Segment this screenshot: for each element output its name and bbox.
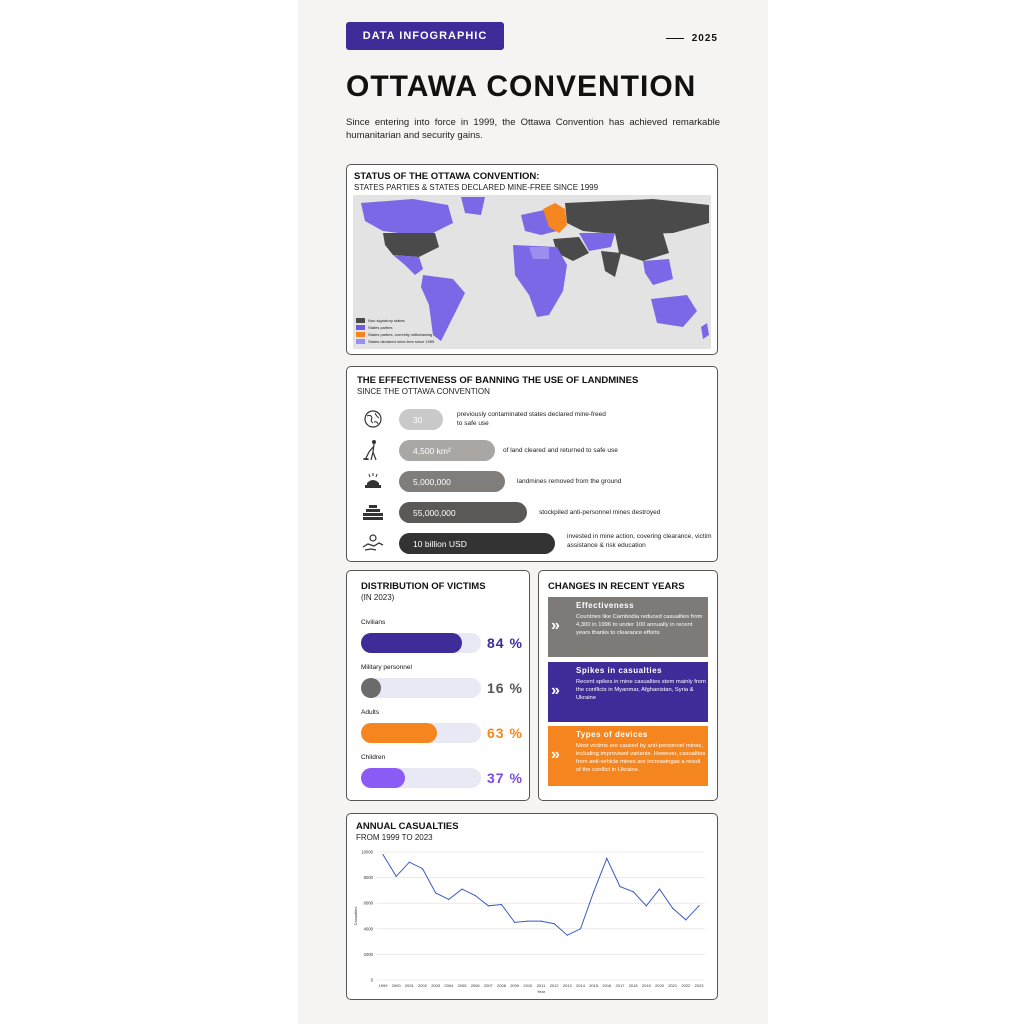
x-tick-label: 2016 [602, 983, 612, 988]
x-tick-label: 2006 [470, 983, 480, 988]
landmine-icon [361, 469, 385, 493]
legend-swatch [356, 318, 365, 323]
legend-swatch [356, 332, 365, 337]
change-heading: Spikes in casualties [576, 666, 663, 675]
data-point [475, 895, 476, 896]
x-tick-label: 2001 [404, 983, 414, 988]
data-point [593, 891, 594, 892]
legend-label: States parties, currently withdrawing [368, 332, 433, 337]
distribution-percent: 63 % [487, 725, 523, 741]
distribution-subtitle: (IN 2023) [361, 593, 395, 602]
data-point [619, 886, 620, 887]
intro-text: Since entering into force in 1999, the Ottawa Convention has achieved remarkable humanitarian and security gains. [346, 117, 720, 141]
distribution-bar [361, 723, 437, 743]
x-tick-label: 2009 [510, 983, 520, 988]
data-point [527, 921, 528, 922]
effectiveness-value: 55,000,000 [399, 502, 527, 523]
x-tick-label: 2007 [483, 983, 493, 988]
world-map [353, 195, 711, 349]
globe-icon [361, 407, 385, 431]
data-point [567, 935, 568, 936]
distribution-bar [361, 768, 405, 788]
legend-item [356, 317, 434, 324]
legend-label: Non-signatory states [368, 318, 405, 323]
x-tick-label: 2010 [523, 983, 533, 988]
chart-subtitle: FROM 1999 TO 2023 [356, 833, 433, 842]
data-point [580, 928, 581, 929]
annual-casualties-card [346, 813, 718, 1000]
change-box-devices [548, 726, 708, 786]
year-label [666, 33, 718, 44]
data-point [633, 891, 634, 892]
x-tick-label: 2020 [655, 983, 664, 988]
data-point [409, 862, 410, 863]
data-point [422, 868, 423, 869]
data-point [461, 889, 462, 890]
map-title: STATUS OF THE OTTAWA CONVENTION: [354, 171, 540, 182]
changes-title: CHANGES IN RECENT YEARS [548, 581, 685, 592]
effectiveness-title: THE EFFECTIVENESS OF BANNING THE USE OF LANDMINES [357, 375, 639, 386]
data-point [488, 905, 489, 906]
dash-divider [666, 38, 684, 39]
map-legend [356, 317, 434, 345]
effectiveness-value: 4,500 km² [399, 440, 495, 461]
effectiveness-value: 30 [399, 409, 443, 430]
distribution-item [361, 709, 531, 753]
data-point [554, 923, 555, 924]
distribution-label: Military personnel [361, 664, 412, 671]
data-point [672, 908, 673, 909]
x-axis-label: Year [536, 989, 546, 994]
distribution-track [361, 633, 481, 653]
effectiveness-desc: previously contaminated states declared mine-freed to safe use [457, 411, 606, 427]
data-point [514, 922, 515, 923]
x-tick-label: 2015 [589, 983, 599, 988]
change-box-effectiveness [548, 597, 708, 657]
y-tick-label: 2000 [363, 951, 373, 957]
data-point [448, 899, 449, 900]
distribution-bar [361, 633, 462, 653]
legend-label: States parties [368, 325, 393, 330]
distribution-card [346, 570, 530, 801]
y-tick-label: 10000 [361, 849, 373, 855]
x-tick-label: 2002 [418, 983, 427, 988]
x-tick-label: 2022 [681, 983, 691, 988]
legend-swatch [356, 339, 365, 344]
change-text: Countries like Cambodia reduced casualties from 4,300 in 1996 to under 100 annually in recent years thanks to clearance efforts [576, 614, 703, 636]
data-point [698, 905, 699, 906]
map-card [346, 164, 718, 355]
x-tick-label: 2018 [628, 983, 638, 988]
effectiveness-row [347, 469, 719, 493]
effectiveness-row [347, 500, 719, 524]
distribution-item [361, 664, 531, 708]
double-chevron-icon: » [551, 682, 560, 699]
x-tick-label: 2013 [562, 983, 572, 988]
distribution-percent: 84 % [487, 635, 523, 651]
y-tick-label: 4000 [363, 926, 373, 932]
annual-casualties-chart [347, 814, 719, 1001]
distribution-bar [361, 678, 381, 698]
distribution-item [361, 619, 531, 663]
stockpile-icon [361, 500, 385, 524]
distribution-title: DISTRIBUTION OF VICTIMS [361, 581, 486, 592]
effectiveness-desc: invested in mine action, covering clearance, victim assistance & risk education [567, 533, 712, 549]
x-tick-label: 2014 [576, 983, 585, 988]
changes-card [538, 570, 718, 801]
x-tick-label: 2023 [694, 983, 704, 988]
effectiveness-row [347, 407, 719, 431]
x-tick-label: 2011 [536, 983, 546, 988]
effectiveness-card [346, 366, 718, 562]
x-tick-label: 2008 [497, 983, 506, 988]
legend-item [356, 324, 434, 331]
legend-item [356, 338, 434, 345]
y-tick-label: 6000 [363, 900, 373, 906]
y-tick-label: 0 [370, 977, 373, 983]
x-tick-label: 2000 [391, 983, 401, 988]
distribution-percent: 16 % [487, 680, 523, 696]
series-line [383, 855, 699, 936]
data-point [435, 892, 436, 893]
data-point [501, 904, 502, 905]
effectiveness-desc: stockpiled anti-personnel mines destroyed [539, 509, 661, 516]
data-point [659, 889, 660, 890]
y-tick-label: 8000 [363, 875, 373, 881]
legend-label: States declared mine-free since 1999 [368, 339, 435, 344]
effectiveness-row [347, 438, 719, 462]
distribution-track [361, 678, 481, 698]
x-tick-label: 2003 [431, 983, 441, 988]
effectiveness-value: 10 billion USD [399, 533, 555, 554]
x-tick-label: 2005 [457, 983, 467, 988]
y-axis-label: Casualties [353, 906, 358, 926]
double-chevron-icon: » [551, 617, 560, 634]
distribution-label: Children [361, 754, 386, 761]
funding-icon [361, 531, 385, 555]
chart-title: ANNUAL CASUALTIES [356, 821, 459, 832]
data-point [382, 854, 383, 855]
x-tick-label: 2012 [549, 983, 559, 988]
distribution-track [361, 723, 481, 743]
x-tick-label: 2017 [615, 983, 625, 988]
year-text: 2025 [691, 33, 718, 44]
distribution-label: Civilians [361, 619, 386, 626]
change-text: Most victims are caused by anti-personnel mines, including improvised variants. However, casualties from anti-vehicle mines are increasingas a result of the conflict in Ukraine. [576, 743, 706, 773]
x-tick-label: 2004 [444, 983, 454, 988]
deminer-icon [361, 438, 385, 462]
distribution-percent: 37 % [487, 770, 523, 786]
x-tick-label: 1999 [378, 983, 388, 988]
effectiveness-desc: landmines removed from the ground [517, 478, 622, 485]
data-point [685, 919, 686, 920]
x-tick-label: 2021 [668, 983, 678, 988]
legend-swatch [356, 325, 365, 330]
page-title: OTTAWA CONVENTION [346, 70, 697, 103]
distribution-label: Adults [361, 709, 380, 716]
data-point [606, 858, 607, 859]
x-tick-label: 2019 [641, 983, 651, 988]
change-heading: Effectiveness [576, 601, 635, 610]
map-subtitle: STATES PARTIES & STATES DECLARED MINE-FREE SINCE 1999 [354, 183, 599, 192]
change-box-spikes [548, 662, 708, 722]
legend-item [356, 331, 434, 338]
change-heading: Types of devices [576, 730, 648, 739]
effectiveness-value: 5,000,000 [399, 471, 505, 492]
effectiveness-subtitle: SINCE THE OTTAWA CONVENTION [357, 387, 490, 396]
distribution-track [361, 768, 481, 788]
distribution-item [361, 754, 531, 798]
effectiveness-row [347, 531, 719, 555]
double-chevron-icon: » [551, 746, 560, 763]
effectiveness-desc: of land cleared and returned to safe use [503, 447, 618, 454]
data-point [396, 876, 397, 877]
change-text: Recent spikes in mine casualties stem mainly from the conflicts in Myanmar, Afghanistan, Syria & Ukraine [576, 679, 706, 701]
infographic-badge: DATA INFOGRAPHIC [346, 22, 504, 50]
data-point [646, 905, 647, 906]
infographic-page [298, 0, 768, 1024]
data-point [540, 921, 541, 922]
